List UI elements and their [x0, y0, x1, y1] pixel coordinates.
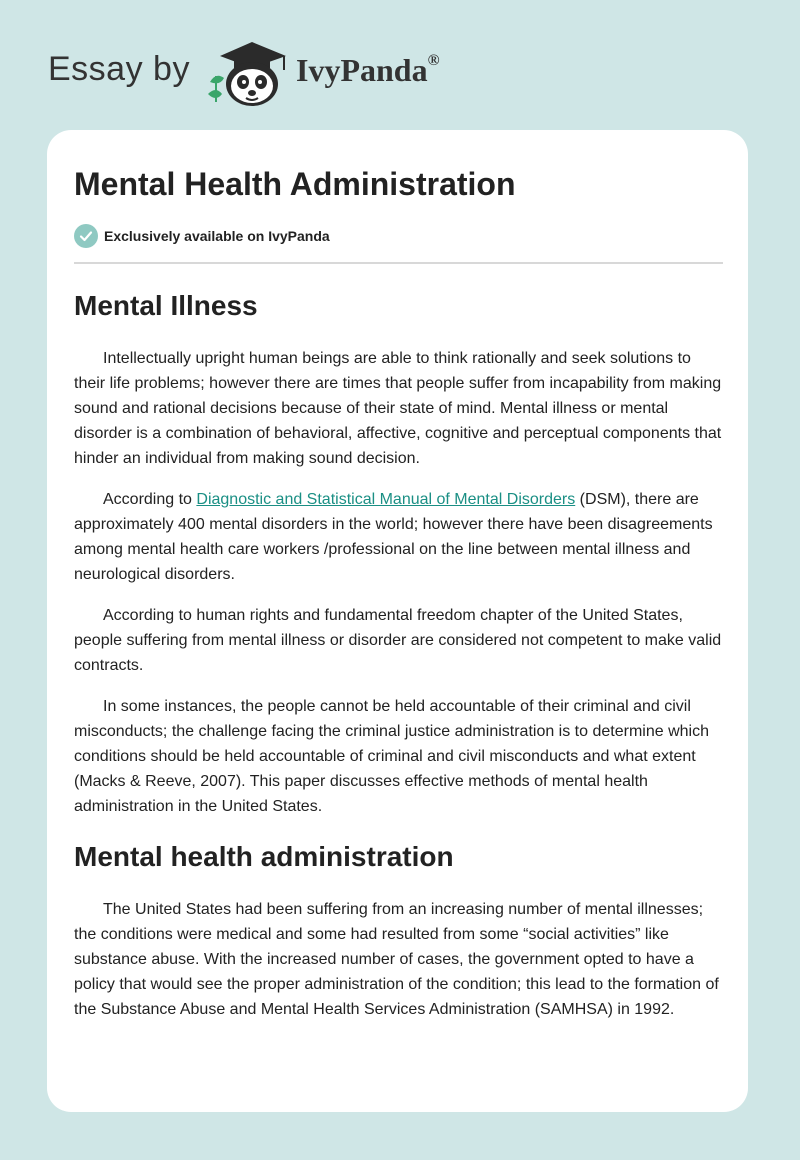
section-heading: Mental health administration — [74, 841, 454, 872]
brand-name[interactable] — [296, 52, 440, 89]
essay-card — [47, 130, 748, 1112]
paragraph-text: (DSM), there are approximately 400 mental disorders in the world; however there have been disagreements among mental health care workers /professional on the line between mental illness and neurological disorders. — [74, 491, 713, 583]
paragraph: In some instances, the people cannot be held accountable of their criminal and civil misconducts; the challenge facing the criminal justice administration is to determine which conditions should be held accountable of criminal and civil misconducts and what extent (Macks & Reeve, 2007). This paper discusses effective methods of mental health administration in the United States. — [74, 698, 709, 815]
paragraph: Intellectually upright human beings are able to think rationally and seek solutions to their life problems; however there are times that people suffer from incapability from making sound and rational decisions because of their state of mind. Mental illness or mental disorder is a combination of behavioral, affective, cognitive and perceptual components that hinder an individual from making sound decision. — [74, 350, 722, 467]
paragraph: The United States had been suffering from an increasing number of mental illnesses; the conditions were medical and some had resulted from some “social activities” like substance abuse. With the increased number of cases, the government opted to have a policy that would see the proper administration of the condition; this lead to the formation of the Substance Abuse and Mental Health Services Administration (SAMHSA) in 1992. — [74, 901, 719, 1018]
check-icon — [74, 224, 98, 248]
panda-logo-icon[interactable] — [200, 36, 296, 108]
trademark-symbol: ® — [427, 52, 440, 70]
site-header — [0, 0, 800, 130]
divider — [74, 262, 723, 264]
dsm-link[interactable]: Diagnostic and Statistical Manual of Mental Disorders — [196, 491, 576, 508]
badge-label: Exclusively available on IvyPanda — [104, 228, 330, 244]
paragraph: According to human rights and fundamental freedom chapter of the United States, people suffering from mental illness or disorder are considered not competent to make valid contracts. — [74, 607, 722, 674]
paragraph-text: According to — [103, 491, 197, 508]
paragraph — [74, 487, 722, 587]
page-title: Mental Health Administration — [74, 166, 516, 202]
section-heading: Mental Illness — [74, 290, 258, 321]
brand-name-text: IvyPanda — [296, 52, 428, 88]
brand-prefix: Essay by — [48, 50, 190, 88]
exclusive-badge — [74, 222, 722, 250]
